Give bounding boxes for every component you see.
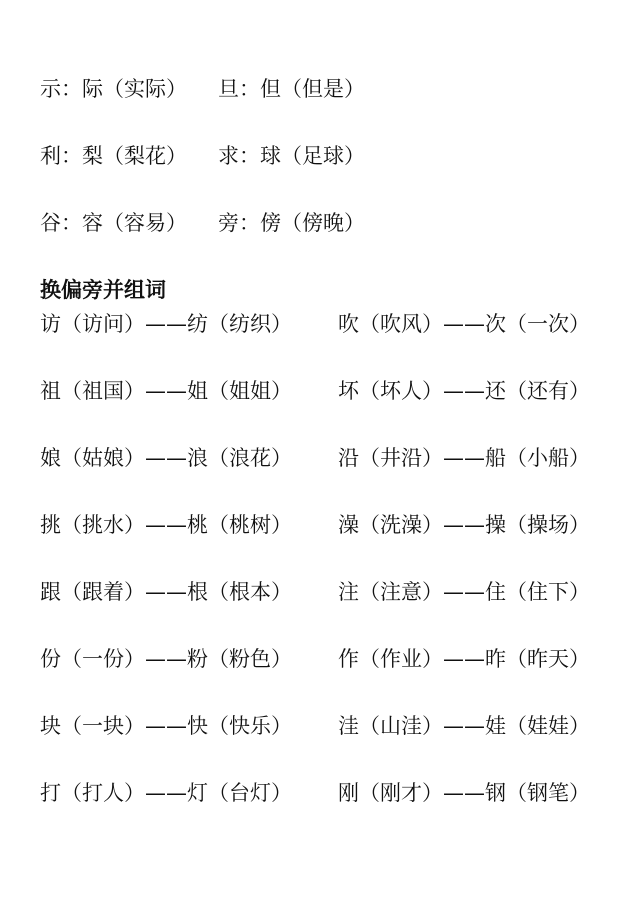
pair-left: 块（一块）——快（快乐） xyxy=(40,714,292,738)
pair-right: 澡（洗澡）——操（操场） xyxy=(338,513,590,537)
top-line-right: 旁：傍（傍晚） xyxy=(218,211,365,235)
pair-left: 挑（挑水）——桃（桃树） xyxy=(40,513,292,537)
top-line-left: 示：际（实际） xyxy=(40,77,187,101)
pair-right: 洼（山洼）——娃（娃娃） xyxy=(338,714,590,738)
pair-right: 沿（井沿）——船（小船） xyxy=(338,446,590,470)
pair-left: 跟（跟着）——根（根本） xyxy=(40,580,292,604)
pair-left: 祖（祖国）——姐（姐姐） xyxy=(40,379,292,403)
section-heading: 换偏旁并组词 xyxy=(40,278,166,302)
top-line-left: 利：梨（梨花） xyxy=(40,144,187,168)
pair-left: 份（一份）——粉（粉色） xyxy=(40,647,292,671)
top-line-right: 旦：但（但是） xyxy=(218,77,365,101)
pair-right: 坏（坏人）——还（还有） xyxy=(338,379,590,403)
top-line-left: 谷：容（容易） xyxy=(40,211,187,235)
pair-left: 娘（姑娘）——浪（浪花） xyxy=(40,446,292,470)
top-line-right: 求：球（足球） xyxy=(218,144,365,168)
pair-left: 访（访问）——纺（纺织） xyxy=(40,312,292,336)
pair-left: 打（打人）——灯（台灯） xyxy=(40,781,292,805)
pair-right: 吹（吹风）——次（一次） xyxy=(338,312,590,336)
pair-right: 注（注意）——住（住下） xyxy=(338,580,590,604)
pair-right: 作（作业）——昨（昨天） xyxy=(338,647,590,671)
pair-right: 刚（刚才）——钢（钢笔） xyxy=(338,781,590,805)
